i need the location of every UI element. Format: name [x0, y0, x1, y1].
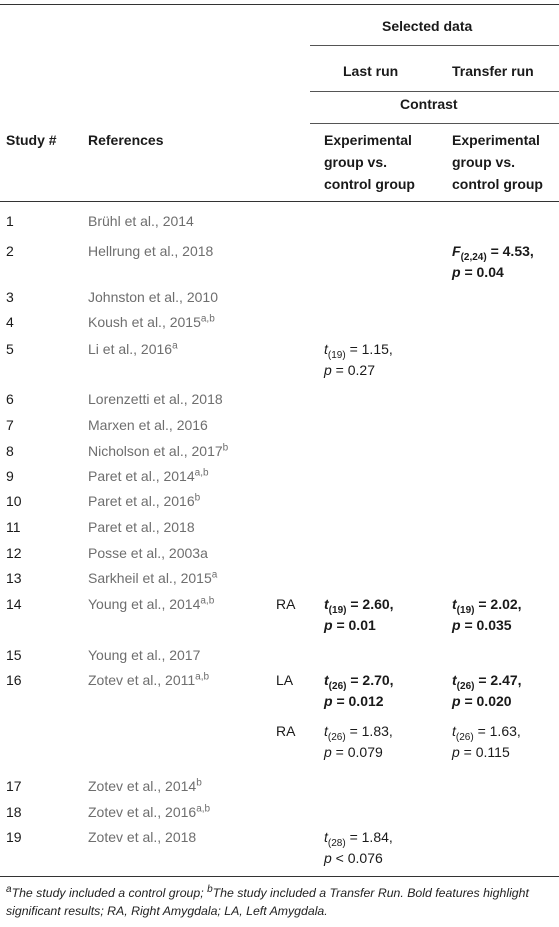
rule-runs — [310, 91, 559, 92]
last-run-stat — [324, 827, 393, 869]
rule-table-bottom — [0, 876, 559, 877]
stat-value: = 2.47, — [474, 672, 522, 688]
footnote-a-mark: a — [6, 883, 12, 895]
reference-text: Young et al., 2014 — [88, 596, 201, 612]
stat-symbol: t — [324, 672, 329, 688]
reference-text: Posse et al., 2003a — [88, 545, 208, 561]
p-value: = 0.079 — [331, 744, 383, 760]
stat-symbol: t — [324, 341, 328, 357]
study-number: 13 — [6, 570, 22, 586]
stat-value: = 1.84, — [345, 829, 393, 845]
reference-text: Johnston et al., 2010 — [88, 289, 218, 305]
study-number: 3 — [6, 289, 14, 305]
reference — [88, 211, 194, 232]
footnote-b-mark: b — [207, 883, 213, 895]
study-number: 4 — [6, 314, 14, 330]
p-value: < 0.076 — [331, 850, 383, 866]
stat-value: = 1.63, — [473, 723, 521, 739]
stat-symbol: t — [452, 596, 457, 612]
study-number: 18 — [6, 804, 22, 820]
stat-df: (26) — [328, 680, 347, 692]
reference-footnote-mark: b — [196, 777, 202, 789]
reference — [88, 466, 209, 487]
p-value: = 0.04 — [460, 264, 504, 280]
reference-footnote-mark: a,b — [196, 803, 211, 815]
p-value: = 0.035 — [460, 617, 512, 633]
header-study-num: Study # — [6, 132, 57, 148]
stat-df: (28) — [327, 837, 346, 849]
stat-value: = 1.15, — [345, 341, 393, 357]
reference-text: Zotev et al., 2018 — [88, 829, 197, 845]
region: RA — [276, 723, 296, 739]
reference — [88, 645, 200, 666]
reference-text: Zotev et al., 2011 — [88, 672, 196, 688]
stat-df: (19) — [456, 604, 475, 616]
stat-value: = 2.02, — [474, 596, 522, 612]
reference-text: Paret et al., 2014 — [88, 468, 195, 484]
p-symbol: p — [452, 264, 461, 280]
reference — [88, 339, 178, 360]
reference — [88, 670, 209, 691]
study-number: 16 — [6, 672, 22, 688]
reference-text: Hellrung et al., 2018 — [88, 243, 214, 259]
reference — [88, 802, 210, 823]
last-run-stat — [324, 721, 393, 763]
study-number: 2 — [6, 243, 14, 259]
p-value: = 0.115 — [459, 744, 510, 760]
p-value: = 0.01 — [332, 617, 376, 633]
stat-symbol: F — [452, 243, 461, 259]
reference-footnote-mark: b — [194, 492, 201, 504]
reference — [88, 568, 217, 589]
reference-text: Sarkheil et al., 2015 — [88, 570, 212, 586]
stat-df: (26) — [456, 680, 475, 692]
study-number: 9 — [6, 468, 14, 484]
stat-value: = 4.53, — [486, 243, 534, 259]
results-table — [0, 4, 559, 866]
reference-footnote-mark: a — [211, 569, 218, 581]
stat-value: = 2.70, — [346, 672, 394, 688]
p-symbol: p — [324, 693, 333, 709]
p-symbol: p — [452, 617, 461, 633]
reference-footnote-mark: a — [172, 340, 178, 352]
reference-text: Marxen et al., 2016 — [88, 417, 208, 433]
reference — [88, 491, 200, 512]
reference-text: Li et al., 2016 — [88, 341, 173, 357]
header-last-run: Last run — [343, 63, 399, 79]
reference-text: Paret et al., 2016 — [88, 493, 195, 509]
study-number: 12 — [6, 545, 22, 561]
region: RA — [276, 596, 296, 612]
stat-symbol: t — [452, 672, 457, 688]
transfer-run-stat — [452, 721, 521, 763]
p-symbol: p — [452, 744, 460, 760]
reference-text: Zotev et al., 2014 — [88, 778, 197, 794]
reference — [88, 543, 208, 564]
footnote-a-text: The study included a control group; — [11, 886, 208, 900]
reference — [88, 441, 228, 462]
reference — [88, 389, 223, 410]
reference-footnote-mark: b — [222, 442, 229, 454]
reference — [88, 827, 196, 848]
study-number: 15 — [6, 647, 22, 663]
p-value: = 0.020 — [460, 693, 512, 709]
footnote-b-text: The study included a Transfer Run. Bold features highlight significant results; RA, Right Amygdala; LA, Left Amygdala. — [6, 886, 529, 918]
stat-value: = 1.83, — [345, 723, 393, 739]
header-transfer-run: Transfer run — [452, 63, 534, 79]
stat-symbol: t — [324, 723, 328, 739]
rule-header-bottom — [0, 201, 559, 202]
reference-text: Young et al., 2017 — [88, 647, 201, 663]
study-number: 11 — [6, 519, 21, 535]
reference-text: Koush et al., 2015 — [88, 314, 201, 330]
stat-df: (2,24) — [460, 251, 487, 263]
p-symbol: p — [452, 693, 461, 709]
study-number: 6 — [6, 391, 14, 407]
stat-df: (19) — [327, 349, 346, 361]
reference — [88, 241, 213, 262]
header-last-contrast-2: group vs. — [324, 154, 388, 170]
reference — [88, 287, 218, 308]
reference — [88, 594, 214, 615]
reference-footnote-mark: a,b — [200, 595, 215, 607]
header-trans-contrast-2: group vs. — [452, 154, 516, 170]
stat-symbol: t — [452, 723, 456, 739]
transfer-run-stat — [452, 594, 522, 636]
reference — [88, 776, 202, 797]
p-symbol: p — [324, 362, 332, 378]
header-selected-data: Selected data — [382, 18, 473, 34]
stat-symbol: t — [324, 596, 329, 612]
rule-contrast — [310, 123, 559, 124]
p-symbol: p — [324, 617, 333, 633]
stat-df: (26) — [455, 731, 474, 743]
footnote — [6, 884, 556, 920]
reference-text: Nicholson et al., 2017 — [88, 443, 223, 459]
reference — [88, 312, 215, 333]
reference — [88, 517, 195, 538]
reference-footnote-mark: a,b — [195, 671, 210, 683]
stat-symbol: t — [324, 829, 328, 845]
header-references: References — [88, 132, 164, 148]
header-trans-contrast-1: Experimental — [452, 132, 540, 148]
rule-selected — [310, 45, 559, 46]
study-number: 19 — [6, 829, 22, 845]
study-number: 10 — [6, 493, 22, 509]
reference-text: Paret et al., 2018 — [88, 519, 195, 535]
study-number: 8 — [6, 443, 14, 459]
last-run-stat — [324, 339, 393, 381]
header-contrast: Contrast — [400, 96, 458, 112]
reference-text: Brühl et al., 2014 — [88, 213, 194, 229]
study-number: 17 — [6, 778, 22, 794]
study-number: 14 — [6, 596, 22, 612]
header-last-contrast-1: Experimental — [324, 132, 412, 148]
reference-text: Zotev et al., 2016 — [88, 804, 197, 820]
p-value: = 0.012 — [332, 693, 384, 709]
last-run-stat — [324, 594, 394, 636]
region: LA — [276, 672, 294, 688]
stat-df: (26) — [327, 731, 346, 743]
last-run-stat — [324, 670, 394, 712]
stat-value: = 2.60, — [346, 596, 394, 612]
reference — [88, 415, 208, 436]
transfer-run-stat — [452, 670, 522, 712]
p-symbol: p — [324, 850, 332, 866]
p-symbol: p — [324, 744, 332, 760]
stat-df: (19) — [328, 604, 347, 616]
study-number: 5 — [6, 341, 14, 357]
transfer-run-stat — [452, 241, 534, 283]
reference-footnote-mark: a,b — [194, 467, 209, 479]
header-last-contrast-3: control group — [324, 176, 415, 192]
p-value: = 0.27 — [331, 362, 375, 378]
reference-footnote-mark: a,b — [200, 313, 215, 325]
header-trans-contrast-3: control group — [452, 176, 543, 192]
study-number: 1 — [6, 213, 14, 229]
reference-text: Lorenzetti et al., 2018 — [88, 391, 223, 407]
study-number: 7 — [6, 417, 14, 433]
